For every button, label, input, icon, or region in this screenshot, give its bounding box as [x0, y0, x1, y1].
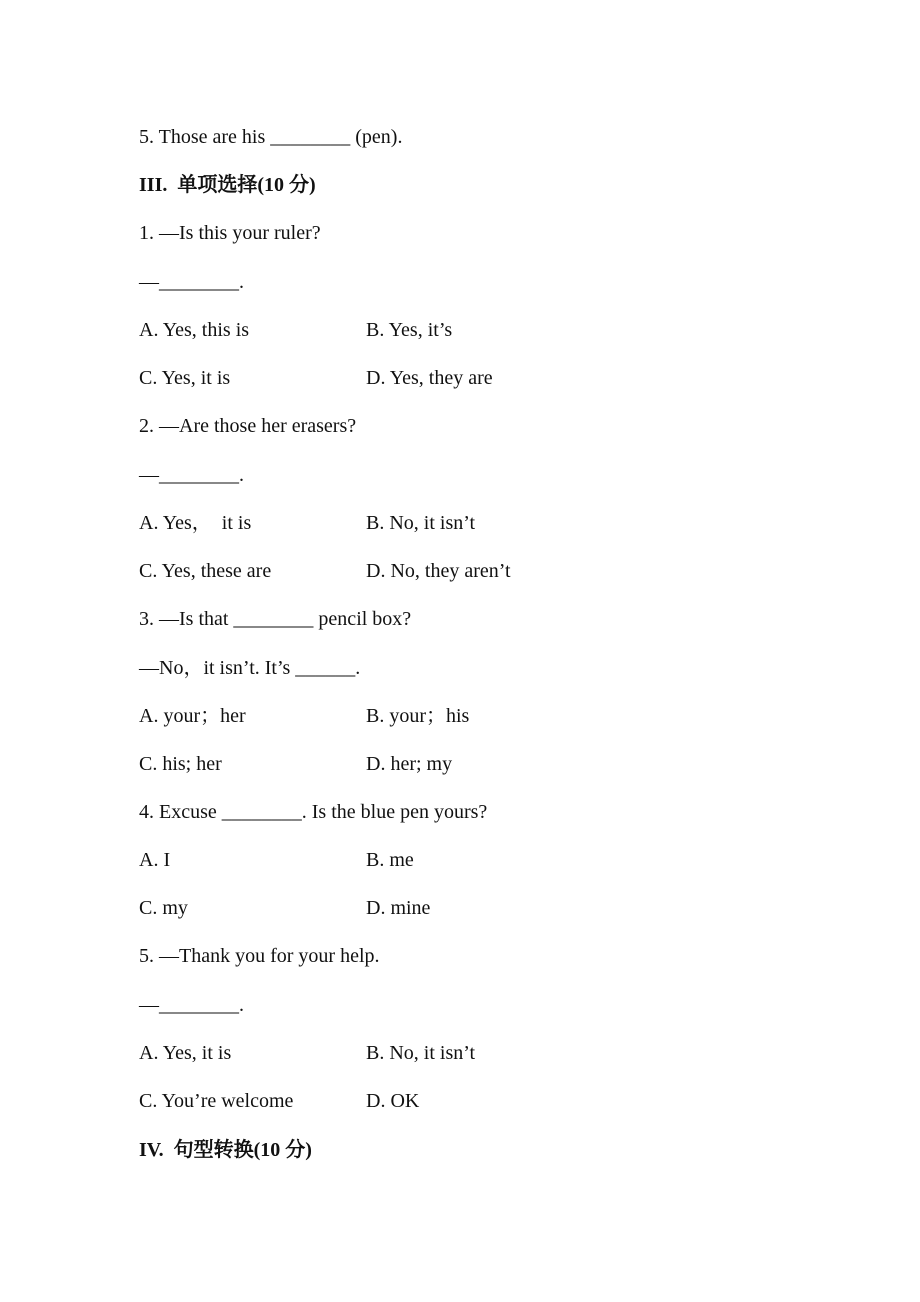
option-a: A. your；her [139, 705, 246, 727]
question-stem: 5. —Thank you for your help. [139, 945, 380, 967]
previous-question-5: 5. Those are his ________ (pen). [139, 126, 403, 148]
question-stem: 2. —Are those her erasers? [139, 415, 357, 437]
question-stem: 4. Excuse ________. Is the blue pen yours? [139, 801, 488, 823]
option-a: A. Yes, this is [139, 319, 250, 341]
option-b: B. No, it isn’t [366, 1042, 476, 1064]
option-d: D. OK [366, 1090, 420, 1112]
option-c: C. You’re welcome [139, 1090, 294, 1112]
option-d: D. her; my [366, 753, 453, 775]
answer-blank: —________. [139, 994, 244, 1016]
option-b: B. your；his [366, 705, 470, 727]
option-d: D. Yes, they are [366, 367, 493, 389]
option-c: C. my [139, 897, 188, 919]
question-stem: 1. —Is this your ruler? [139, 222, 321, 244]
option-b: B. Yes, it’s [366, 319, 453, 341]
option-c: C. Yes, these are [139, 560, 272, 582]
option-a: A. Yes, it is [139, 1042, 232, 1064]
option-a: A. Yes， it is [139, 512, 252, 534]
option-d: D. mine [366, 897, 431, 919]
answer-blank: —________. [139, 271, 244, 293]
option-a: A. I [139, 849, 171, 871]
question-stem: 3. —Is that ________ pencil box? [139, 608, 412, 630]
section-3-heading: III. 单项选择(10 分) [139, 174, 316, 196]
answer-line: —No，it isn’t. It’s ______. [139, 657, 361, 679]
answer-blank: —________. [139, 464, 244, 486]
section-4-heading: IV. 句型转换(10 分) [139, 1139, 312, 1161]
option-b: B. me [366, 849, 414, 871]
option-d: D. No, they aren’t [366, 560, 511, 582]
option-c: C. Yes, it is [139, 367, 231, 389]
option-b: B. No, it isn’t [366, 512, 476, 534]
option-c: C. his; her [139, 753, 222, 775]
